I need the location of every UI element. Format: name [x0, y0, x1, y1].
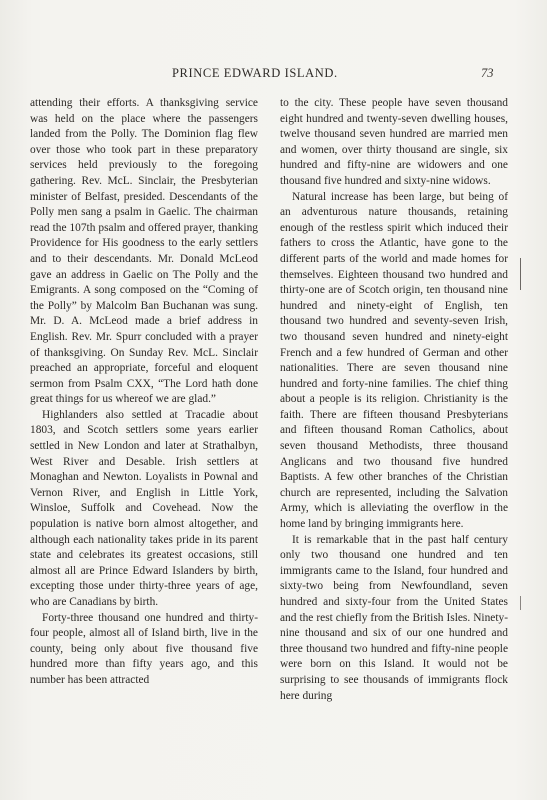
- right-paragraph-1: to the city. These people have seven thousand eight hundred and twenty-seven dwelling houses, twelve thousand seven hundred are married men and women, over thirty thousand are single, six hundred and fifty-nine are widowers and one thousand five hundred and sixty-nine widows.: [280, 97, 508, 187]
- right-paragraph-2: Natural increase has been large, but being of an adventurous nature thousands, retaining enough of the restless spirit which induced their fathers to cross the Atlantic, have gone to the different parts of the world and made homes for themselves. Eighteen thousand two hundred and thirty-one are of Scotch origin, ten thousand nine hundred and ninety-eight of English, ten thousand two hundred and seventy-seven Irish, two thousand seven hundred and ninety-eight French and a few hundred of German and other nationalities. There are seven thousand nine hundred and forty-nine families. The chief thing about a people is its religion. Christianity is the faith. There are fifteen thousand Presbyterians and fifteen thousand Roman Catholics, about seven thousand Methodists, three thousand Anglicans and two thousand five hundred Baptists. A few other branches of the Christian church are represented, including the Salvation Army, which is alleviating the overflow in the home land by bringing immigrants here.: [280, 190, 508, 531]
- left-paragraph-2: Highlanders also settled at Tracadie about 1803, and Scotch settlers some years earlier settled in New London and later at Strathalbyn, West River and Desable. Irish settlers at Monaghan and Newton. Loyalists in Pownal and Vernon River, and English in Little York, Winsloe, Suffolk and Covehead. Now the population is native born almost altogether, and although each nationality takes pride in its parent state and celebrates its greatest occasions, still almost all are Prince Edward Islanders by birth, excepting those under thirty-three years of age, who are Canadians by birth.: [30, 408, 258, 608]
- left-paragraph-3: Forty-three thousand one hundred and thirty-four people, almost all of Island birth, live in the county, being only about five thousand five hundred more than fifty years ago, and this number has been attracted: [30, 611, 258, 686]
- page-header: [0, 66, 547, 82]
- margin-mark: [520, 258, 521, 290]
- page-number: 73: [481, 66, 494, 80]
- margin-mark-lower: [520, 596, 521, 610]
- left-column: [30, 96, 258, 689]
- right-column: [280, 96, 508, 704]
- right-paragraph-3: It is remarkable that in the past half century only two thousand one hundred and ten immigrants came to the Island, four hundred and sixty-two being from Newfoundland, seven hundred and sixty-four from the United States and the rest chiefly from the British Isles. Ninety-nine thousand and six of our one hundred and three thousand two hundred and fifty-nine people were born on this Island. It would not be surprising to see thousands of immigrants flock here during: [280, 533, 508, 702]
- corner-smudge: ​: [2, 6, 4, 15]
- left-paragraph-1: attending their efforts. A thanksgiving service was held on the place where the passengers landed from the Polly. The Dominion flag flew over those who took part in these preparatory services held previously to the foregoing gathering. Rev. McL. Sinclair, the Presbyterian minister of Belfast, presided. Descendants of the Polly men sang a psalm in Gaelic. The chairman read the 107th psalm and offered prayer, thanking Providence for His goodness to the early settlers and to their descendants. Mr. Donald McLeod gave an address in Gaelic on The Polly and the Emigrants. A song composed on the “Coming of the Polly” by Malcolm Ban Buchanan was sung. Mr. D. A. McLeod made a brief address in English. Rev. Mr. Spurr concluded with a prayer of thanksgiving. On Sunday Rev. McL. Sinclair preached an appropriate, forceful and eloquent sermon from Psalm CXX, “The Lord hath done great things for us whereof we are glad.”: [30, 97, 258, 406]
- running-head: PRINCE EDWARD ISLAND.: [172, 66, 338, 80]
